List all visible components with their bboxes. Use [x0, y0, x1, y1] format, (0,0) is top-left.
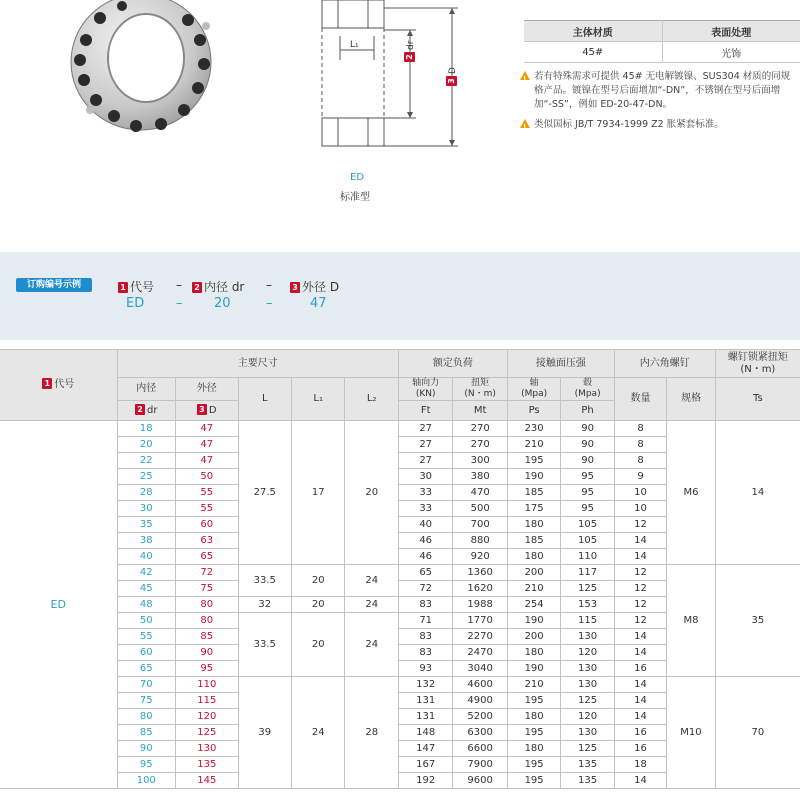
material-value: 45#	[524, 42, 662, 63]
Ph-cell: 120	[561, 709, 614, 725]
Mt-cell: 880	[453, 533, 507, 549]
D-cell: 47	[176, 453, 239, 469]
D-cell: 65	[176, 549, 239, 565]
Ft-cell: 83	[398, 597, 452, 613]
screw-spec-cell: M6	[667, 421, 715, 565]
L2-cell: 24	[345, 565, 399, 597]
Ps-cell: 190	[507, 613, 560, 629]
Ft-cell: 46	[398, 549, 452, 565]
D-cell: 72	[176, 565, 239, 581]
Ph-cell: 95	[561, 485, 614, 501]
Ph-cell: 90	[561, 453, 614, 469]
D-cell: 110	[176, 677, 239, 693]
Ft-cell: 131	[398, 709, 452, 725]
Ph-cell: 125	[561, 693, 614, 709]
Ph-header: Ph	[561, 401, 614, 421]
qty-cell: 8	[614, 437, 666, 453]
Ps-cell: 200	[507, 565, 560, 581]
warning-icon	[520, 119, 530, 128]
product-photo	[66, 0, 212, 140]
Ps-cell: 180	[507, 517, 560, 533]
D-cell: 80	[176, 613, 239, 629]
Ft-cell: 72	[398, 581, 452, 597]
Ps-cell: 210	[507, 677, 560, 693]
D-cell: 135	[176, 757, 239, 773]
dr-cell: 45	[117, 581, 176, 597]
Mt-cell: 1620	[453, 581, 507, 597]
D-cell: 50	[176, 469, 239, 485]
table-row	[0, 677, 800, 693]
Ts-cell: 35	[715, 565, 800, 677]
L-cell: 27.5	[238, 421, 291, 565]
dr-cell: 100	[117, 773, 176, 789]
hub-header: 毂 (Mpa)	[561, 378, 614, 401]
screw-spec-cell: M8	[667, 565, 715, 677]
Ft-cell: 71	[398, 613, 452, 629]
warning-icon	[520, 71, 530, 80]
Mt-header: Mt	[453, 401, 507, 421]
D-cell: 85	[176, 629, 239, 645]
D-cell: 90	[176, 645, 239, 661]
code-header: 1 代号	[0, 350, 117, 421]
qty-cell: 8	[614, 453, 666, 469]
dr-cell: 95	[117, 757, 176, 773]
Ts-header: Ts	[715, 378, 800, 421]
L-header: L	[238, 378, 291, 421]
Ph-cell: 135	[561, 757, 614, 773]
Ft-cell: 83	[398, 629, 452, 645]
order-dash: –	[176, 278, 182, 292]
Ps-cell: 195	[507, 757, 560, 773]
note-item: ! 若有特殊需求可提供 45# 无电解镀镍、SUS304 材质的同规格产品。镀镍在型号后面增加“-DN”，不锈钢在型号后面增加“-SS”，例如 ED-20-47-DN。	[520, 70, 798, 112]
dr-cell: 18	[117, 421, 176, 437]
Mt-cell: 300	[453, 453, 507, 469]
Ph-cell: 135	[561, 773, 614, 789]
Mt-cell: 380	[453, 469, 507, 485]
order-dash: –	[266, 296, 273, 311]
Ph-cell: 115	[561, 613, 614, 629]
Ps-cell: 180	[507, 645, 560, 661]
qty-cell: 8	[614, 421, 666, 437]
Ph-cell: 90	[561, 421, 614, 437]
finish-value: 光饰	[662, 42, 800, 63]
Ph-cell: 130	[561, 725, 614, 741]
L1-cell: 20	[291, 597, 344, 613]
caption-code: ED	[350, 172, 365, 183]
D-cell: 75	[176, 581, 239, 597]
qty-cell: 12	[614, 517, 666, 533]
D-cell: 130	[176, 741, 239, 757]
qty-cell: 14	[614, 645, 666, 661]
Ph-cell: 130	[561, 677, 614, 693]
order-dash: –	[176, 296, 183, 311]
dr-cell: 80	[117, 709, 176, 725]
L-cell: 39	[238, 677, 291, 789]
D-cell: 47	[176, 437, 239, 453]
dr-cell: 28	[117, 485, 176, 501]
Ft-cell: 148	[398, 725, 452, 741]
Ph-cell: 125	[561, 741, 614, 757]
order-item-dr-label: 2 内径 dr	[192, 278, 244, 295]
Ps-cell: 185	[507, 533, 560, 549]
D-cell: 120	[176, 709, 239, 725]
Ph-cell: 125	[561, 581, 614, 597]
dr-cell: 90	[117, 741, 176, 757]
Ph-cell: 90	[561, 437, 614, 453]
Ft-cell: 27	[398, 453, 452, 469]
Mt-cell: 6300	[453, 725, 507, 741]
qty-cell: 16	[614, 741, 666, 757]
dr-cell: 85	[117, 725, 176, 741]
qty-cell: 14	[614, 677, 666, 693]
Ft-cell: 46	[398, 533, 452, 549]
finish-header: 表面处理	[662, 21, 800, 42]
Ft-cell: 132	[398, 677, 452, 693]
Ts-cell: 14	[715, 421, 800, 565]
Ph-cell: 130	[561, 629, 614, 645]
Ph-cell: 120	[561, 645, 614, 661]
rated-load-header: 额定负荷	[398, 350, 507, 378]
qty-cell: 14	[614, 709, 666, 725]
L2-header: L₂	[345, 378, 399, 421]
Ps-cell: 190	[507, 469, 560, 485]
dr-cell: 55	[117, 629, 176, 645]
order-example-band	[0, 252, 800, 340]
L1-cell: 24	[291, 677, 344, 789]
qty-cell: 12	[614, 597, 666, 613]
dr-cell: 50	[117, 613, 176, 629]
D-cell: 145	[176, 773, 239, 789]
L-cell: 33.5	[238, 565, 291, 597]
Ps-cell: 195	[507, 693, 560, 709]
dr-cell: 35	[117, 517, 176, 533]
Ph-cell: 105	[561, 517, 614, 533]
D-cell: 63	[176, 533, 239, 549]
Mt-cell: 1988	[453, 597, 507, 613]
Ps-cell: 175	[507, 501, 560, 517]
Ft-cell: 33	[398, 501, 452, 517]
qty-cell: 10	[614, 501, 666, 517]
qty-cell: 14	[614, 549, 666, 565]
Mt-cell: 270	[453, 437, 507, 453]
Ts-cell: 70	[715, 677, 800, 789]
torque-header: 扭矩 (N・m)	[453, 378, 507, 401]
dr-cell: 48	[117, 597, 176, 613]
Ph-cell: 117	[561, 565, 614, 581]
L1-cell: 17	[291, 421, 344, 565]
qty-cell: 14	[614, 693, 666, 709]
Mt-cell: 1770	[453, 613, 507, 629]
Ps-header: Ps	[507, 401, 560, 421]
order-item-D-label: 3 外径 D	[290, 278, 339, 295]
qty-cell: 10	[614, 485, 666, 501]
contact-pressure-header: 接触面压强	[507, 350, 614, 378]
dr-cell: 25	[117, 469, 176, 485]
Mt-cell: 500	[453, 501, 507, 517]
order-item-code-label: 1 代号	[118, 278, 154, 295]
dr-cell: 65	[117, 661, 176, 677]
Ft-header: Ft	[398, 401, 452, 421]
tighten-header: 螺钉锁紧扭矩 (N・m)	[715, 350, 800, 378]
Ft-cell: 27	[398, 437, 452, 453]
Ft-cell: 65	[398, 565, 452, 581]
L2-cell: 28	[345, 677, 399, 789]
dr-cell: 20	[117, 437, 176, 453]
axial-header: 轴向力 (KN)	[398, 378, 452, 401]
Mt-cell: 4600	[453, 677, 507, 693]
code-cell: ED	[0, 421, 117, 789]
drawing-label-D: 3D	[446, 67, 458, 86]
material-header: 主体材质	[524, 21, 662, 42]
Ft-cell: 93	[398, 661, 452, 677]
Mt-cell: 6600	[453, 741, 507, 757]
D-cell: 95	[176, 661, 239, 677]
dr-cell: 30	[117, 501, 176, 517]
qty-cell: 16	[614, 661, 666, 677]
Ft-cell: 147	[398, 741, 452, 757]
dr-cell: 22	[117, 453, 176, 469]
Ft-cell: 33	[398, 485, 452, 501]
Mt-cell: 2470	[453, 645, 507, 661]
material-table	[524, 20, 800, 63]
dr-header: 2 dr	[117, 401, 176, 421]
Ph-cell: 130	[561, 661, 614, 677]
order-item-code-value: ED	[126, 296, 145, 311]
qty-cell: 12	[614, 581, 666, 597]
Ph-cell: 110	[561, 549, 614, 565]
Ph-cell: 95	[561, 501, 614, 517]
Mt-cell: 470	[453, 485, 507, 501]
Mt-cell: 9600	[453, 773, 507, 789]
Ft-cell: 83	[398, 645, 452, 661]
main-dims-header: 主要尺寸	[117, 350, 398, 378]
table-row	[0, 565, 800, 581]
Mt-cell: 270	[453, 421, 507, 437]
notes	[520, 70, 798, 138]
spec-header: 规格	[667, 378, 715, 421]
outer-header: 外径	[176, 378, 239, 401]
qty-cell: 16	[614, 725, 666, 741]
qty-cell: 14	[614, 533, 666, 549]
order-item-dr-value: 20	[214, 296, 231, 311]
L1-cell: 20	[291, 613, 344, 677]
L1-header: L₁	[291, 378, 344, 421]
qty-cell: 12	[614, 613, 666, 629]
Ps-cell: 185	[507, 485, 560, 501]
L-cell: 32	[238, 597, 291, 613]
order-item-D-value: 47	[310, 296, 327, 311]
screw-spec-cell: M10	[667, 677, 715, 789]
Mt-cell: 5200	[453, 709, 507, 725]
Mt-cell: 2270	[453, 629, 507, 645]
Ft-cell: 30	[398, 469, 452, 485]
Ps-cell: 190	[507, 661, 560, 677]
L1-cell: 20	[291, 565, 344, 597]
Ps-cell: 195	[507, 773, 560, 789]
qty-cell: 9	[614, 469, 666, 485]
qty-cell: 12	[614, 565, 666, 581]
Ft-cell: 27	[398, 421, 452, 437]
table-row	[0, 421, 800, 437]
Ps-cell: 210	[507, 581, 560, 597]
Ps-cell: 180	[507, 709, 560, 725]
Mt-cell: 920	[453, 549, 507, 565]
Ps-cell: 195	[507, 453, 560, 469]
D-cell: 55	[176, 501, 239, 517]
order-example-tag: 订购编号示例	[16, 278, 92, 292]
qty-cell: 18	[614, 757, 666, 773]
D-cell: 125	[176, 725, 239, 741]
Mt-cell: 7900	[453, 757, 507, 773]
D-cell: 60	[176, 517, 239, 533]
Ph-cell: 153	[561, 597, 614, 613]
Ps-cell: 230	[507, 421, 560, 437]
order-dash: –	[266, 278, 272, 292]
note-item: ! 类似国标 JB/T 7934-1999 Z2 胀紧套标准。	[520, 118, 798, 132]
Ps-cell: 195	[507, 725, 560, 741]
D-cell: 115	[176, 693, 239, 709]
caption-name: 标准型	[340, 192, 370, 203]
L-cell: 33.5	[238, 613, 291, 677]
dr-cell: 70	[117, 677, 176, 693]
Ft-cell: 192	[398, 773, 452, 789]
drawing-label-l1: L₁	[350, 40, 359, 50]
Ft-cell: 131	[398, 693, 452, 709]
qty-cell: 14	[614, 629, 666, 645]
Mt-cell: 1360	[453, 565, 507, 581]
dr-cell: 75	[117, 693, 176, 709]
Ps-cell: 254	[507, 597, 560, 613]
spec-table	[0, 349, 800, 789]
drawing-label-dr: 2dr	[404, 41, 416, 62]
Mt-cell: 4900	[453, 693, 507, 709]
Ft-cell: 40	[398, 517, 452, 533]
D-cell: 47	[176, 421, 239, 437]
D-header: 3 D	[176, 401, 239, 421]
D-cell: 80	[176, 597, 239, 613]
D-cell: 55	[176, 485, 239, 501]
Ps-cell: 180	[507, 741, 560, 757]
L2-cell: 20	[345, 421, 399, 565]
dr-cell: 38	[117, 533, 176, 549]
Ps-cell: 210	[507, 437, 560, 453]
Mt-cell: 700	[453, 517, 507, 533]
Ps-cell: 200	[507, 629, 560, 645]
L2-cell: 24	[345, 613, 399, 677]
inner-header: 内径	[117, 378, 176, 401]
dr-cell: 60	[117, 645, 176, 661]
L2-cell: 24	[345, 597, 399, 613]
dr-cell: 40	[117, 549, 176, 565]
dr-cell: 42	[117, 565, 176, 581]
shaft-header: 轴 (Mpa)	[507, 378, 560, 401]
Ps-cell: 180	[507, 549, 560, 565]
Ph-cell: 105	[561, 533, 614, 549]
Mt-cell: 3040	[453, 661, 507, 677]
qty-header: 数量	[614, 378, 666, 421]
Ph-cell: 95	[561, 469, 614, 485]
screws-header: 内六角螺钉	[614, 350, 715, 378]
qty-cell: 14	[614, 773, 666, 789]
Ft-cell: 167	[398, 757, 452, 773]
